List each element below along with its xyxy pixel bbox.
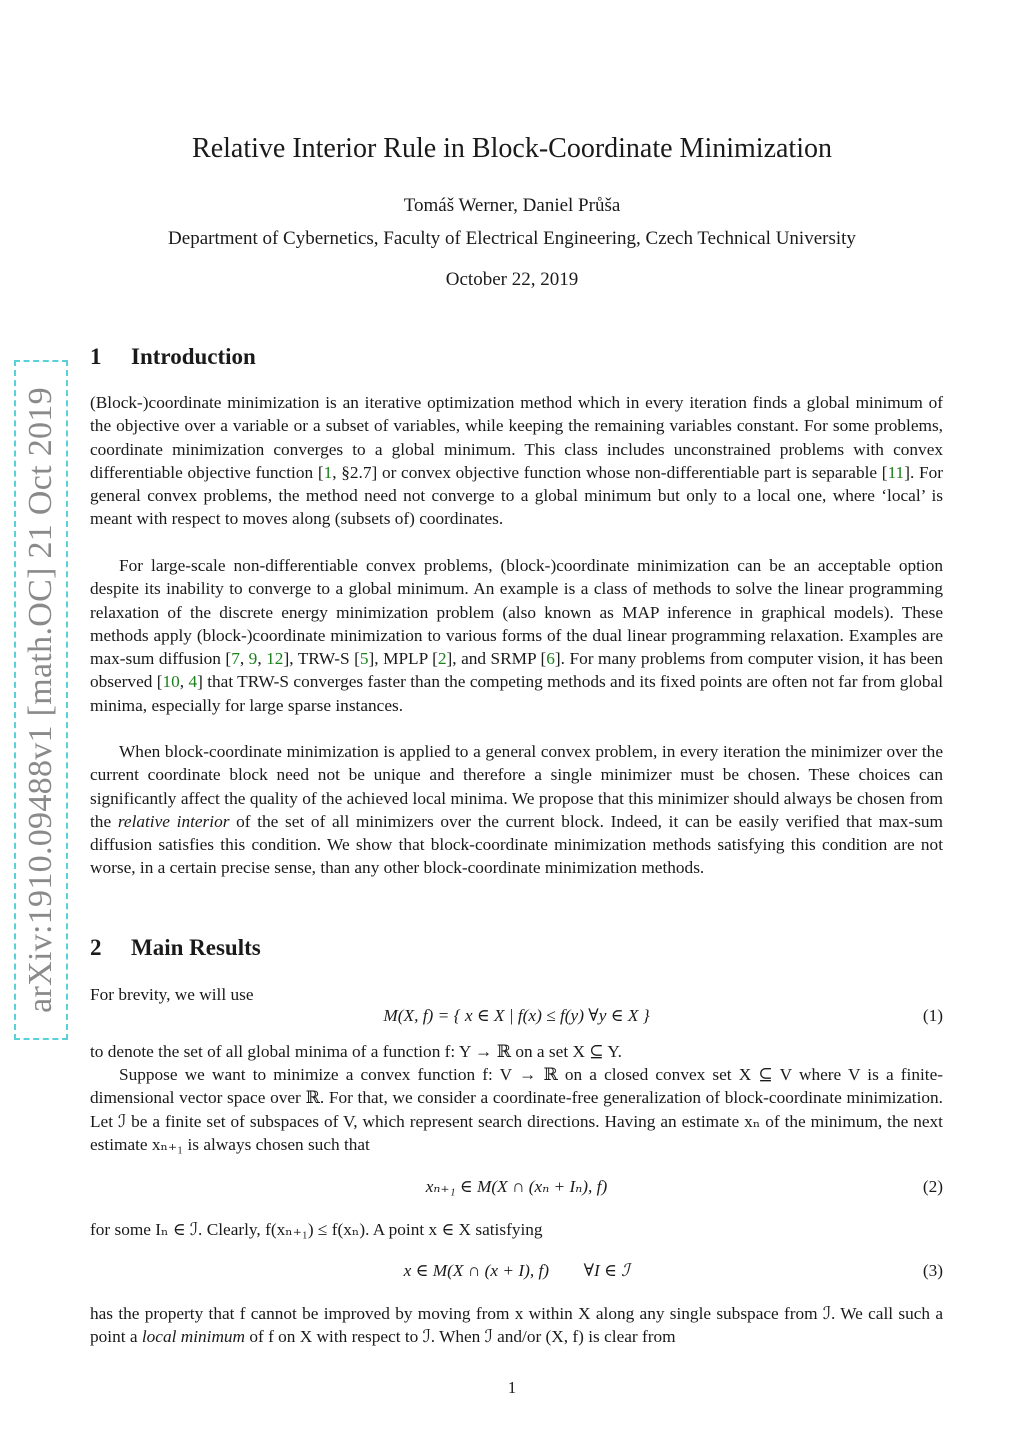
page-number: 1 xyxy=(507,1378,517,1397)
main-lead-text: For brevity, we will use xyxy=(90,985,254,1004)
equation-tag: (3) xyxy=(922,1261,943,1280)
section-title: Introduction xyxy=(131,344,256,369)
equation-body: x ∈ M(X ∩ (x + I), f) ∀I ∈ ℐ xyxy=(403,1261,630,1280)
main-after-eq1: to denote the set of all global minima of a function f: Y → ℝ on a set X ⊆ Y. xyxy=(90,1042,622,1061)
equation-body: xₙ₊₁ ∈ M(X ∩ (xₙ + Iₙ), f) xyxy=(425,1177,608,1196)
citation-link[interactable]: 11 xyxy=(887,462,905,482)
equation-tag: (2) xyxy=(922,1177,943,1196)
citation-link[interactable]: 6 xyxy=(546,649,555,669)
equation-1 xyxy=(90,1006,943,1032)
section-heading-introduction xyxy=(90,344,256,370)
paper-date: October 22, 2019 xyxy=(445,269,579,290)
intro-paragraph-2: For large-scale non-differentiable convex problems, (block-)coordinate minimization can be an acceptable option despite its inability to converge to a global minimum. An example is a class of methods to solve the linear programming relaxation of the discrete energy minimization problem (also known as MAP inference in graphical models). These methods apply (block-)coordinate minimization to various forms of the dual linear programming relaxation. Examples are max-sum diffusion [7, 9, 12], TRW-S [5], MPLP [2], and SRMP [6]. For many problems from computer vision, it has been observed [10, 4] that TRW-S converges faster than the competing methods and its fixed points are often not far from global minima, especially for large sparse instances. xyxy=(90,556,944,715)
equation-3 xyxy=(90,1261,943,1287)
paper-authors: Tomáš Werner, Daniel Průša xyxy=(403,195,621,216)
section-title: Main Results xyxy=(131,935,261,960)
section-heading-main-results xyxy=(90,935,261,961)
section-number: 1 xyxy=(90,344,102,369)
equation-2 xyxy=(90,1177,943,1203)
equation-body: M(X, f) = { x ∈ X | f(x) ≤ f(y) ∀y ∈ X } xyxy=(383,1006,650,1025)
paper-affiliation: Department of Cybernetics, Faculty of Electrical Engineering, Czech Technical University xyxy=(168,228,856,249)
intro-paragraph-1: (Block-)coordinate minimization is an iterative optimization method which in every iteration finds a global minimum of the objective over a variable or a subset of variables, while keeping the remaining variables constant. For some problems, coordinate minimization converges to a global minimum. This class includes unconstrained problems with convex differentiable objective function [1, §2.7] or convex objective function whose non-differentiable part is separable [11]. For general convex problems, the method need not converge to a global minimum but only to a local one, where ‘local’ is meant with respect to moves along (subsets of) coordinates. xyxy=(90,393,943,529)
citation-link[interactable]: 1 xyxy=(323,462,333,482)
paper-title: Relative Interior Rule in Block-Coordinate Minimization xyxy=(192,133,832,164)
arxiv-identifier[interactable]: arXiv:1910.09488v1 [math.OC] 21 Oct 2019 xyxy=(22,387,59,1013)
main-paragraph-3: has the property that f cannot be improved by moving from x within X along any single subspace from ℐ. We call such a point a local minimum of f on X with respect to ℐ. When ℐ and/or (X, f) is clear from xyxy=(90,1304,943,1347)
citation-link[interactable]: 10 xyxy=(162,672,180,692)
main-after-eq2: for some Iₙ ∈ ℐ. Clearly, f(xₙ₊₁) ≤ f(xₙ). A point x ∈ X satisfying xyxy=(90,1220,543,1239)
intro-paragraph-3: When block-coordinate minimization is applied to a general convex problem, in every iteration the minimizer over the current coordinate block need not be unique and therefore a single minimizer must be chosen. These choices can significantly affect the quality of the achieved local minima. We propose that this minimizer should always be chosen from the relative interior of the set of all minimizers over the current block. Indeed, it can be easily verified that max-sum diffusion satisfies this condition. We show that block-coordinate minimization methods satisfying this condition are not worse, in a certain precise sense, than any other block-coordinate minimization methods. xyxy=(90,742,944,878)
citation-link[interactable]: 12 xyxy=(266,649,284,669)
citation-link[interactable]: 9 xyxy=(248,649,258,669)
citation-link[interactable]: 7 xyxy=(231,649,240,669)
citation-link[interactable]: 4 xyxy=(188,672,198,692)
section-number: 2 xyxy=(90,935,102,960)
citation-link[interactable]: 5 xyxy=(359,649,369,669)
main-paragraph-2: Suppose we want to minimize a convex function f: V → ℝ on a closed convex set X ⊆ V where V is a finite-dimensional vector space over ℝ. For that, we consider a coordinate-free generalization of block-coordinate minimization. Let ℐ be a finite set of subspaces of V, which represent search directions. Having an estimate xₙ of the minimum, the next estimate xₙ₊₁ is always chosen such that xyxy=(90,1065,943,1154)
equation-tag: (1) xyxy=(922,1006,943,1025)
citation-link[interactable]: 2 xyxy=(437,649,447,669)
